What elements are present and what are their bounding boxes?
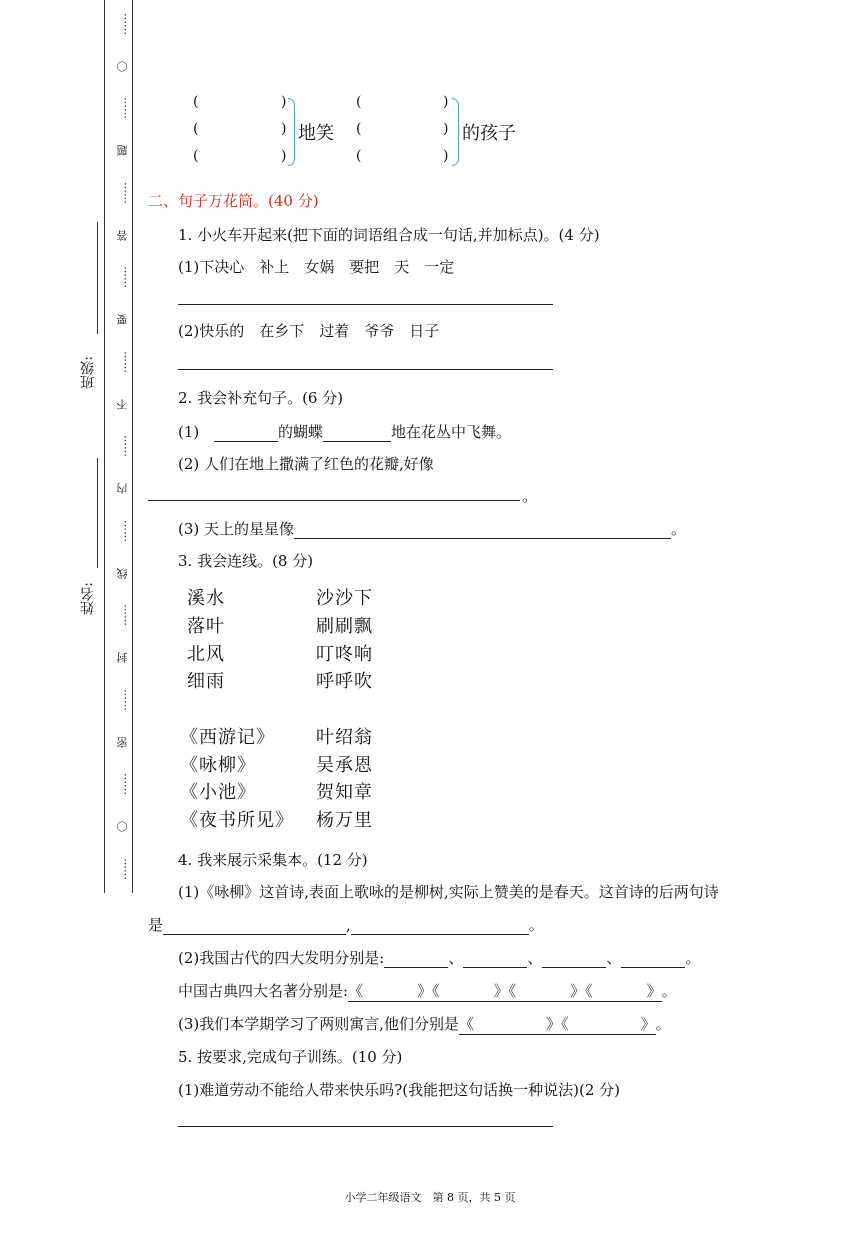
match-left[interactable]: 《夜书所见》 [180,810,294,831]
book-blank[interactable]: 《 》《 》《 》《 》 [348,982,662,1000]
blank[interactable] [323,423,391,442]
match-left[interactable]: 溪水 [187,588,225,609]
q4c: 中国古典四大名著分别是:《 》《 》《 》《 》。 [178,982,677,1000]
q5-prompt: 5. 按要求,完成句子训练。(10 分) [178,1048,403,1066]
end-word: 的孩子 [462,123,516,144]
seal-line-text: …… 〇 …… 题 …… 答 …… 要 …… 不 …… 内 …… 线 …… 封 …… 密 …… 〇 …… [115,12,129,880]
paren-close: ) [443,94,449,110]
q5a: (1)难道劳动不能给人带来快乐吗?(我能把这句话换一种说法)(2 分) [178,1081,621,1099]
answer-line[interactable] [178,1126,553,1127]
answer-line[interactable] [178,369,553,370]
page-footer: 小学二年级语文 第 8 页，共 5 页 [344,1191,516,1204]
paren-open[interactable]: ( [193,148,199,164]
match-left[interactable]: 《咏柳》 [180,755,256,776]
match-left[interactable]: 北风 [187,644,225,665]
answer-line[interactable] [148,500,520,501]
match-right[interactable]: 吴承恩 [316,755,373,776]
class-label: 班级: [80,356,96,389]
q4d: (3)我们本学期学习了两则寓言,他们分别是《 》《 》。 [178,1015,671,1033]
match-right[interactable]: 沙沙下 [316,588,373,609]
class-underline[interactable] [97,222,98,334]
paren-close: ) [281,94,287,110]
q2c: (3) 天上的星星像 。 [178,520,687,538]
paren-open[interactable]: ( [193,94,199,110]
blank[interactable] [542,949,606,968]
paren-open[interactable]: ( [356,121,362,137]
q1b-words: (2)快乐的 在乡下 过着 爷爷 日子 [178,322,440,340]
match-left[interactable]: 《西游记》 [180,727,275,748]
brace-left [288,98,295,166]
name-underline[interactable] [97,458,98,568]
q1a-words: (1)下决心 补上 女娲 要把 天 一定 [178,258,455,276]
q2-prompt: 2. 我会补充句子。(6 分) [178,389,344,407]
q4a: (1)《咏柳》这首诗,表面上歌咏的是柳树,实际上赞美的是春天。这首诗的后两句诗 [178,883,719,901]
match-right[interactable]: 叮咚响 [316,644,373,665]
blank[interactable] [214,423,278,442]
name-label: 姓名: [80,582,96,615]
brace-right [452,98,459,166]
match-right[interactable]: 贺知章 [316,782,373,803]
paren-close: ) [443,121,449,137]
match-right[interactable]: 呼呼吹 [316,671,373,692]
match-left[interactable]: 落叶 [187,616,225,637]
match-right[interactable]: 叶绍翁 [316,727,373,748]
section-title: 二、句子万花筒。(40 分) [148,192,319,210]
binding-line-right [132,0,133,893]
paren-open[interactable]: ( [356,94,362,110]
q2b: (2) 人们在地上撒满了红色的花瓣,好像 [178,455,434,473]
q1-prompt: 1. 小火车开起来(把下面的词语组合成一句话,并加标点)。(4 分) [178,226,600,244]
paren-close: ) [281,121,287,137]
book-blank[interactable]: 《 》《 》 [459,1015,656,1033]
paren-open[interactable]: ( [356,148,362,164]
paren-close: ) [443,148,449,164]
blank[interactable] [621,949,685,968]
match-left[interactable]: 《小池》 [180,782,256,803]
q2a: (1) 的蝴蝶 地在花丛中飞舞。 [178,423,512,441]
blank[interactable] [163,916,346,935]
q2b-end: 。 [522,487,538,505]
blank[interactable] [294,520,671,539]
match-left[interactable]: 细雨 [187,671,225,692]
blank[interactable] [463,949,527,968]
q4b: (2)我国古代的四大发明分别是: 、 、 、 。 [178,949,701,967]
blank[interactable] [384,949,448,968]
binding-line-left [104,0,105,893]
paren-close: ) [281,148,287,164]
middle-word: 地笑 [298,123,334,144]
match-right[interactable]: 杨万里 [316,810,373,831]
q3-prompt: 3. 我会连线。(8 分) [178,552,314,570]
match-right[interactable]: 刷刷飘 [316,616,373,637]
q4a-cont: 是 , 。 [148,916,544,934]
answer-line[interactable] [178,304,553,305]
q4-prompt: 4. 我来展示采集本。(12 分) [178,851,368,869]
paren-open[interactable]: ( [193,121,199,137]
blank[interactable] [351,916,529,935]
